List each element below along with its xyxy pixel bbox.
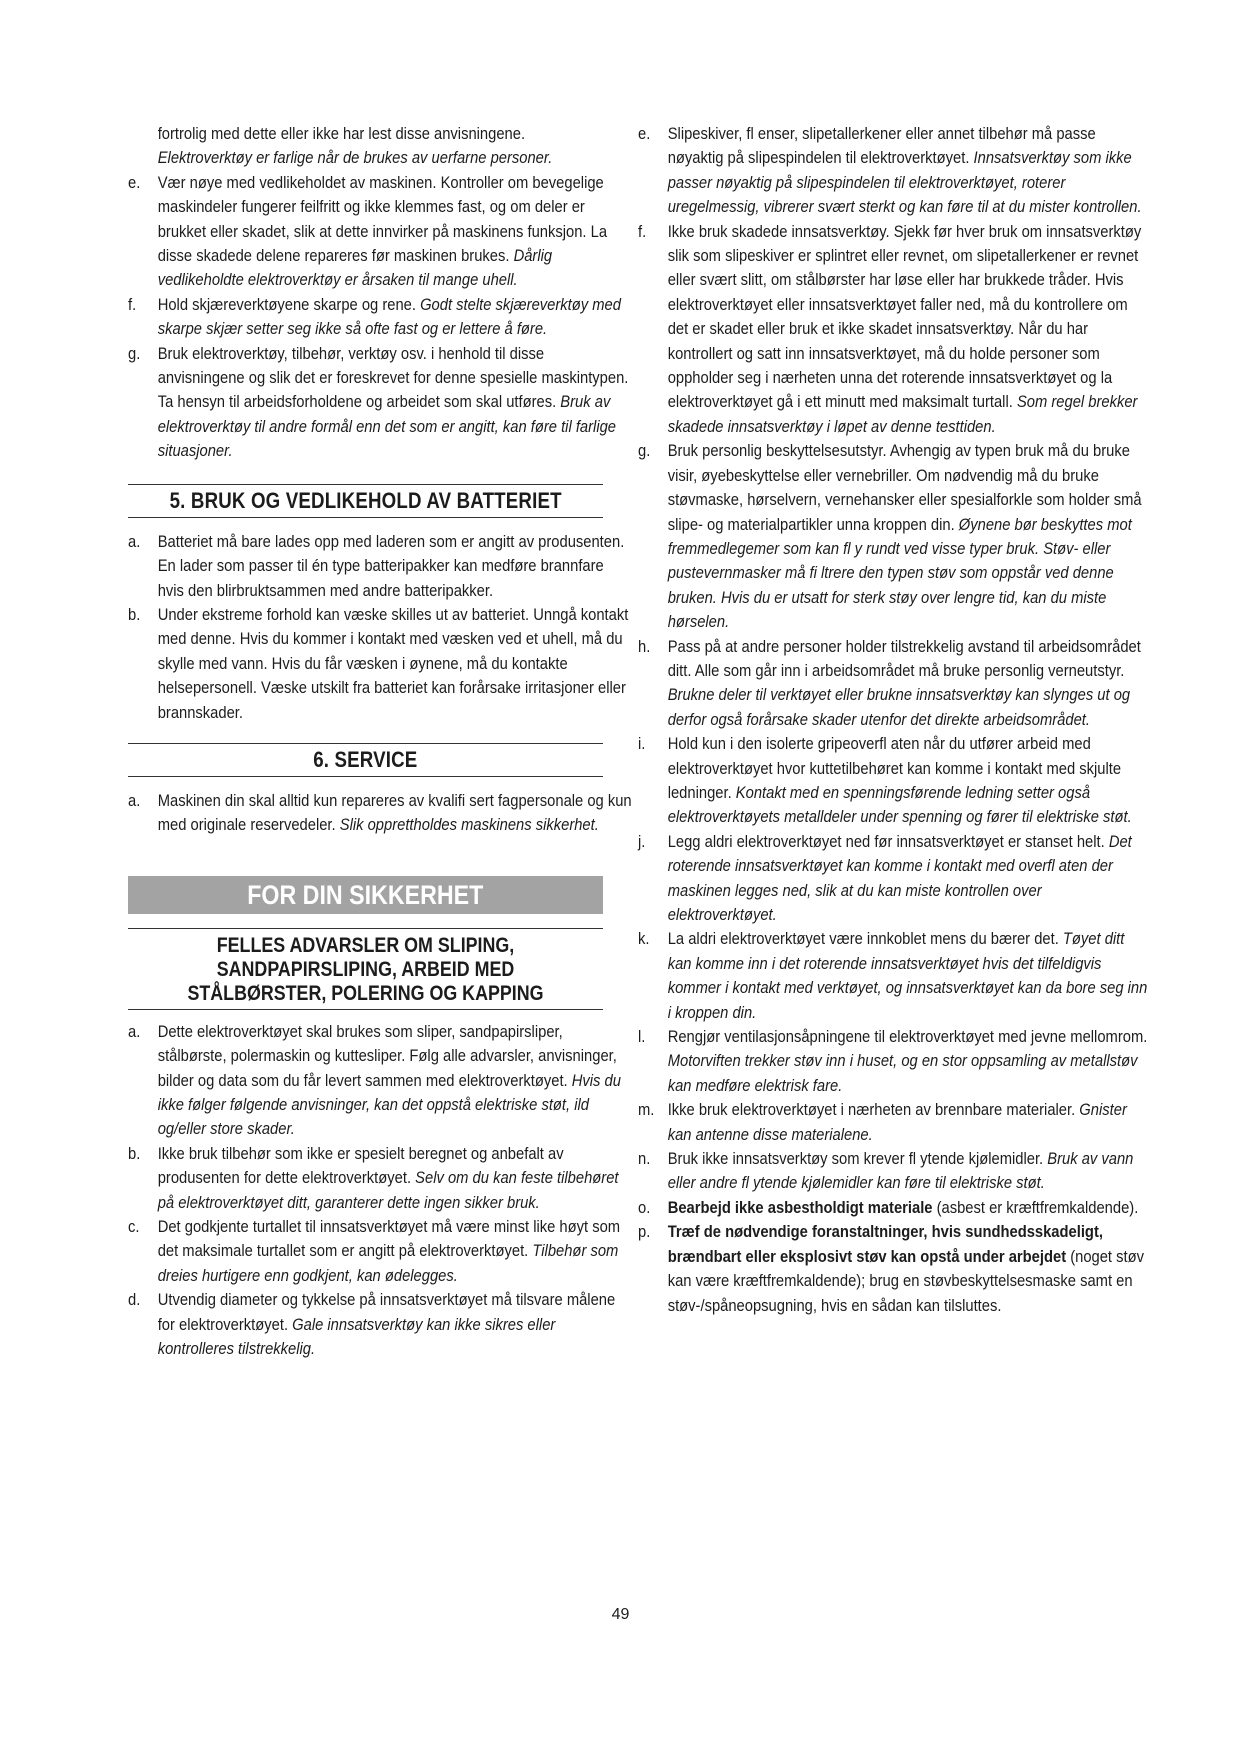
item-letter: e. [128, 173, 141, 192]
item-text: Hold kun i den isolerte gripeoverfl aten når du utfører arbeid med elektroverktøyet hvor kuttetilbehøret kan komme i kontakt med skjulte ledninger. [667, 735, 1122, 802]
item-text: Ikke bruk skadede innsatsverktøy. Sjekk før hver bruk om innsatsverktøy slik som slipeskiver er splintret eller revnet, om slipetallerkener er revnet eller svært slitt, om stålbørster har løse eller har brukkede tråder. Hvis elektroverktøyet eller innsatsverktøyet faller ned, må du kontrollere om det er skadet eller bruk et ikke skadet innsatsverktøy. Når du har kontrollert og satt inn innsatsverktøyet, må du holde personer som oppholder seg i nærheten unna det roterende innsatsverktøyet og la elektroverktøyet gå i ett minutt med maksimalt turtall. [667, 222, 1142, 412]
safety-banner-title: FOR DIN SIKKERHET [247, 879, 484, 910]
item-text: Slipeskiver, fl enser, slipetallerkener eller annet tilbehør må passe nøyaktig på slipespindelen til elektroverktøyet. [667, 125, 1096, 168]
item-letter: f. [638, 222, 647, 241]
list-item [638, 1220, 1152, 1318]
item-text: Hold skjæreverktøyene skarpe og rene. [157, 295, 421, 314]
item-letter: b. [128, 1144, 141, 1163]
item-letter: e. [638, 125, 651, 143]
item-text: Pass på at andre personer holder tilstrekkelig avstand til arbeidsområdet ditt. Alle som går inn i arbeidsområdet må bruke personlig verneutstyr. [667, 637, 1141, 680]
list-item [638, 927, 1152, 1025]
item-text: Bruk ikke innsatsverktøy som krever fl ytende kjølemidler. [667, 1150, 1048, 1169]
list-item [128, 1215, 632, 1288]
item-warning: Som regel brekker skadede innsatsverktøy i løpet av denne testtiden. [667, 393, 1138, 436]
section-6-title: 6. SERVICE [313, 746, 418, 772]
item-warning: Tilbehør som dreies hurtigere enn godkjent, kan ødelegges. [157, 1242, 619, 1285]
intro-warning: Elektroverktøy er farlige når de brukes av uerfarne personer. [157, 149, 553, 168]
item-letter: c. [128, 1218, 140, 1236]
item-warning: Øynene bør beskyttes mot fremmedlegemer som kan fl y rundt ved visse typer bruk. Støv- eller pustevernmasker må fi ltrere den typen støv som oppstår ved denne bruken. Hvis du er utsatt for sterk støy over lengre tid, kan du miste hørselen. [667, 515, 1132, 632]
item-letter: f. [128, 295, 137, 314]
item-letter: a. [128, 532, 141, 551]
list-item [128, 293, 632, 342]
item-warning: Slik opprettholdes maskinens sikkerhet. [339, 816, 599, 835]
left-column [128, 122, 632, 1361]
item-text: Ikke bruk elektroverktøyet i nærheten av brennbare materialer. [667, 1101, 1080, 1120]
item-warning: Motorviften trekker støv inn i huset, og en stor oppsamling av metallstøv kan medføre elektrisk fare. [667, 1052, 1138, 1095]
item-letter: o. [638, 1198, 651, 1217]
item-text: Utvendig diameter og tykkelse på innsatsverktøyet må tilsvare målene for elektroverktøyet. [157, 1291, 616, 1334]
list-item [128, 1020, 632, 1142]
item-warning: Innsatsverktøy som ikke passer nøyaktig på slipespindelen til elektroverktøyet, roterer uregelmessig, vibrerer svært sterkt og kan føre til at du mister kontrollen. [667, 149, 1142, 217]
item-letter: i. [638, 735, 646, 754]
heading-line: SANDPAPIRSLIPING, ARBEID MED [216, 957, 515, 981]
item-warning: Det roterende innsatsverktøyet kan komme i kontakt med overfl aten der maskinen legges ned, slik at du kan miste kontrollen over elektroverktøyet. [667, 832, 1132, 924]
grinding-warnings-heading [128, 928, 603, 1010]
list-item [638, 1196, 1152, 1220]
list-item [128, 342, 632, 464]
item-warning: Tøyet ditt kan komme inn i det roterende innsatsverktøyet hvis det tilfeldigvis kommer i kontakt med verktøyet, og innsatsverktøyet kan da bore seg inn i kroppen din. [667, 930, 1148, 1022]
item-text: (noget støv kan være kræftfremkaldende); brug en støvbeskyttelsesmaske samt en støv-/spåneopsugning, hvis en sådan kan tilsluttes. [667, 1247, 1144, 1315]
item-text: Maskinen din skal alltid kun repareres av kvalifi sert fagpersonale og kun med originale reservedeler. [157, 791, 632, 835]
item-text: Bruk personlig beskyttelsesutstyr. Avhengig av typen bruk må du bruke visir, øyebeskyttelse eller vernebriller. Om nødvendig må du bruke støvmaske, hørselvern, vernehansker eller spesialforkle som holder små slipe- og materialpartikler unna kroppen din. [667, 442, 1142, 534]
item-warning: Godt stelte skjæreverktøy med skarpe skjær setter seg ikke så ofte fast og er lettere å føre. [157, 295, 621, 339]
item-text: Rengjør ventilasjonsåpningene til elektroverktøyet med jevne mellomrom. [667, 1028, 1148, 1047]
item-warning: Gnister kan antenne disse materialene. [667, 1101, 1127, 1144]
item-letter: h. [638, 637, 651, 656]
section-6-heading [128, 743, 603, 777]
list-item [638, 1147, 1152, 1196]
item-warning: Bruk av elektroverktøy til andre formål enn det som er angitt, kan føre til farlige situasjoner. [157, 393, 617, 461]
list-item [128, 171, 632, 293]
item-text: Dette elektroverktøyet skal brukes som sliper, sandpapirsliper, stålbørste, polermaskin og kuttesliper. Følg alle advarsler, anvisninger, bilder og data som du får levert sammen med elektroverktøyet. [157, 1022, 617, 1090]
list-item [638, 1098, 1152, 1147]
item-bold-text: Træf de nødvendige foranstaltninger, hvis sundhedsskadeligt, brændbart eller eksplosivt støv kan opstå under arbejdet [667, 1223, 1103, 1266]
list-item [128, 1288, 632, 1361]
safety-banner [128, 876, 603, 914]
section-5-title: 5. BRUK OG VEDLIKEHOLD AV BATTERIET [169, 487, 562, 513]
item-bold-text: Bearbejd ikke asbestholdigt materiale [667, 1198, 933, 1217]
page-number: 49 [611, 1606, 630, 1623]
item-text: Ikke bruk tilbehør som ikke er spesielt beregnet og anbefalt av produsenten for dette elektroverktøyet. [157, 1144, 564, 1188]
item-warning: Bruk av vann eller andre fl ytende kjølemidler kan føre til elektriske støt. [667, 1150, 1134, 1193]
item-text: Det godkjente turtallet til innsatsverktøyet må være minst like høyt som det maksimale turtallet som er angitt på elektroverktøyet. [157, 1218, 621, 1261]
heading-line: FELLES ADVARSLER OM SLIPING, [216, 933, 515, 957]
list-item [128, 603, 632, 725]
item-warning: Gale innsatsverktøy kan ikke sikres eller kontrolleres tilstrekkelig. [157, 1315, 556, 1359]
list-item [638, 732, 1152, 830]
item-warning: Hvis du ikke følger følgende anvisninger, kan det oppstå elektriske støt, ild og/eller store skader. [157, 1071, 621, 1139]
item-text: La aldri elektroverktøyet være innkoblet mens du bærer det. [667, 930, 1063, 949]
item-text: Legg aldri elektroverktøyet ned før innsatsverktøyet er stanset helt. [667, 832, 1109, 851]
item-letter: g. [638, 442, 651, 461]
item-letter: n. [638, 1150, 651, 1169]
item-text: (asbest er kræftfremkaldende). [932, 1198, 1139, 1217]
section-5-heading [128, 484, 603, 518]
item-letter: p. [638, 1223, 651, 1242]
item-warning: Kontakt med en spenningsførende ledning setter også elektroverktøyets metalldeler under spenning og fører til elektriske støt. [667, 783, 1132, 827]
list-item [128, 1142, 632, 1215]
list-item [638, 439, 1152, 634]
list-item [128, 789, 632, 838]
list-item [638, 635, 1152, 733]
item-text: Under ekstreme forhold kan væske skilles ut av batteriet. Unngå kontakt med denne. Hvis du kommer i kontakt med væsken ved et uhell, må du skylle med vann. Hvis du får væsken i øynene, må du kontakte helsepersonell. Væske utskilt fra batteriet kan forårsake irritasjoner eller brannskader. [157, 605, 629, 722]
item-warning: Selv om du kan feste tilbehøret på elektroverktøyet ditt, garanterer dette ingen sikker bruk. [157, 1169, 619, 1212]
list-item [638, 220, 1152, 440]
intro-continuation [128, 122, 632, 171]
item-letter: g. [128, 344, 141, 363]
item-warning: Brukne deler til verktøyet eller brukne innsatsverktøy kan slynges ut og derfor også forårsake skader utenfor det direkte arbeidsområdet. [667, 686, 1131, 729]
item-letter: b. [128, 605, 141, 624]
list-item [128, 530, 632, 603]
item-text: Bruk elektroverktøy, tilbehør, verktøy osv. i henhold til disse anvisningene og slik det er foreskrevet for denne spesielle maskintypen. Ta hensyn til arbeidsforholdene og arbeidet som skal utføres. [157, 344, 629, 412]
right-column [638, 122, 1148, 1318]
item-letter: m. [638, 1101, 655, 1120]
item-letter: l. [638, 1028, 646, 1047]
intro-text: fortrolig med dette eller ikke har lest disse anvisningene. [157, 125, 526, 143]
list-item [638, 1025, 1152, 1098]
list-item [638, 122, 1152, 220]
list-item [638, 830, 1152, 928]
item-text: Batteriet må bare lades opp med laderen som er angitt av produsenten. En lader som passer til én type batteripakker kan medføre brannfare hvis den blirbruktsammen med andre batteripakker. [157, 532, 625, 600]
item-letter: k. [638, 930, 650, 949]
item-text: Vær nøye med vedlikeholdet av maskinen. Kontroller om bevegelige maskindeler fungerer feilfritt og ikke klemmes fast, og om deler er brukket eller skadet, slik at dette innvirker på maskinens funksjon. La disse skadede delene repareres før maskinen brukes. [157, 173, 608, 266]
item-letter: d. [128, 1291, 141, 1310]
item-warning: Dårlig vedlikeholdte elektroverktøy er årsaken til mange uhell. [157, 247, 553, 290]
heading-line: STÅLBØRSTER, POLERING OG KAPPING [187, 981, 544, 1005]
item-letter: a. [128, 791, 141, 810]
item-letter: a. [128, 1022, 141, 1041]
item-letter: j. [638, 832, 646, 851]
